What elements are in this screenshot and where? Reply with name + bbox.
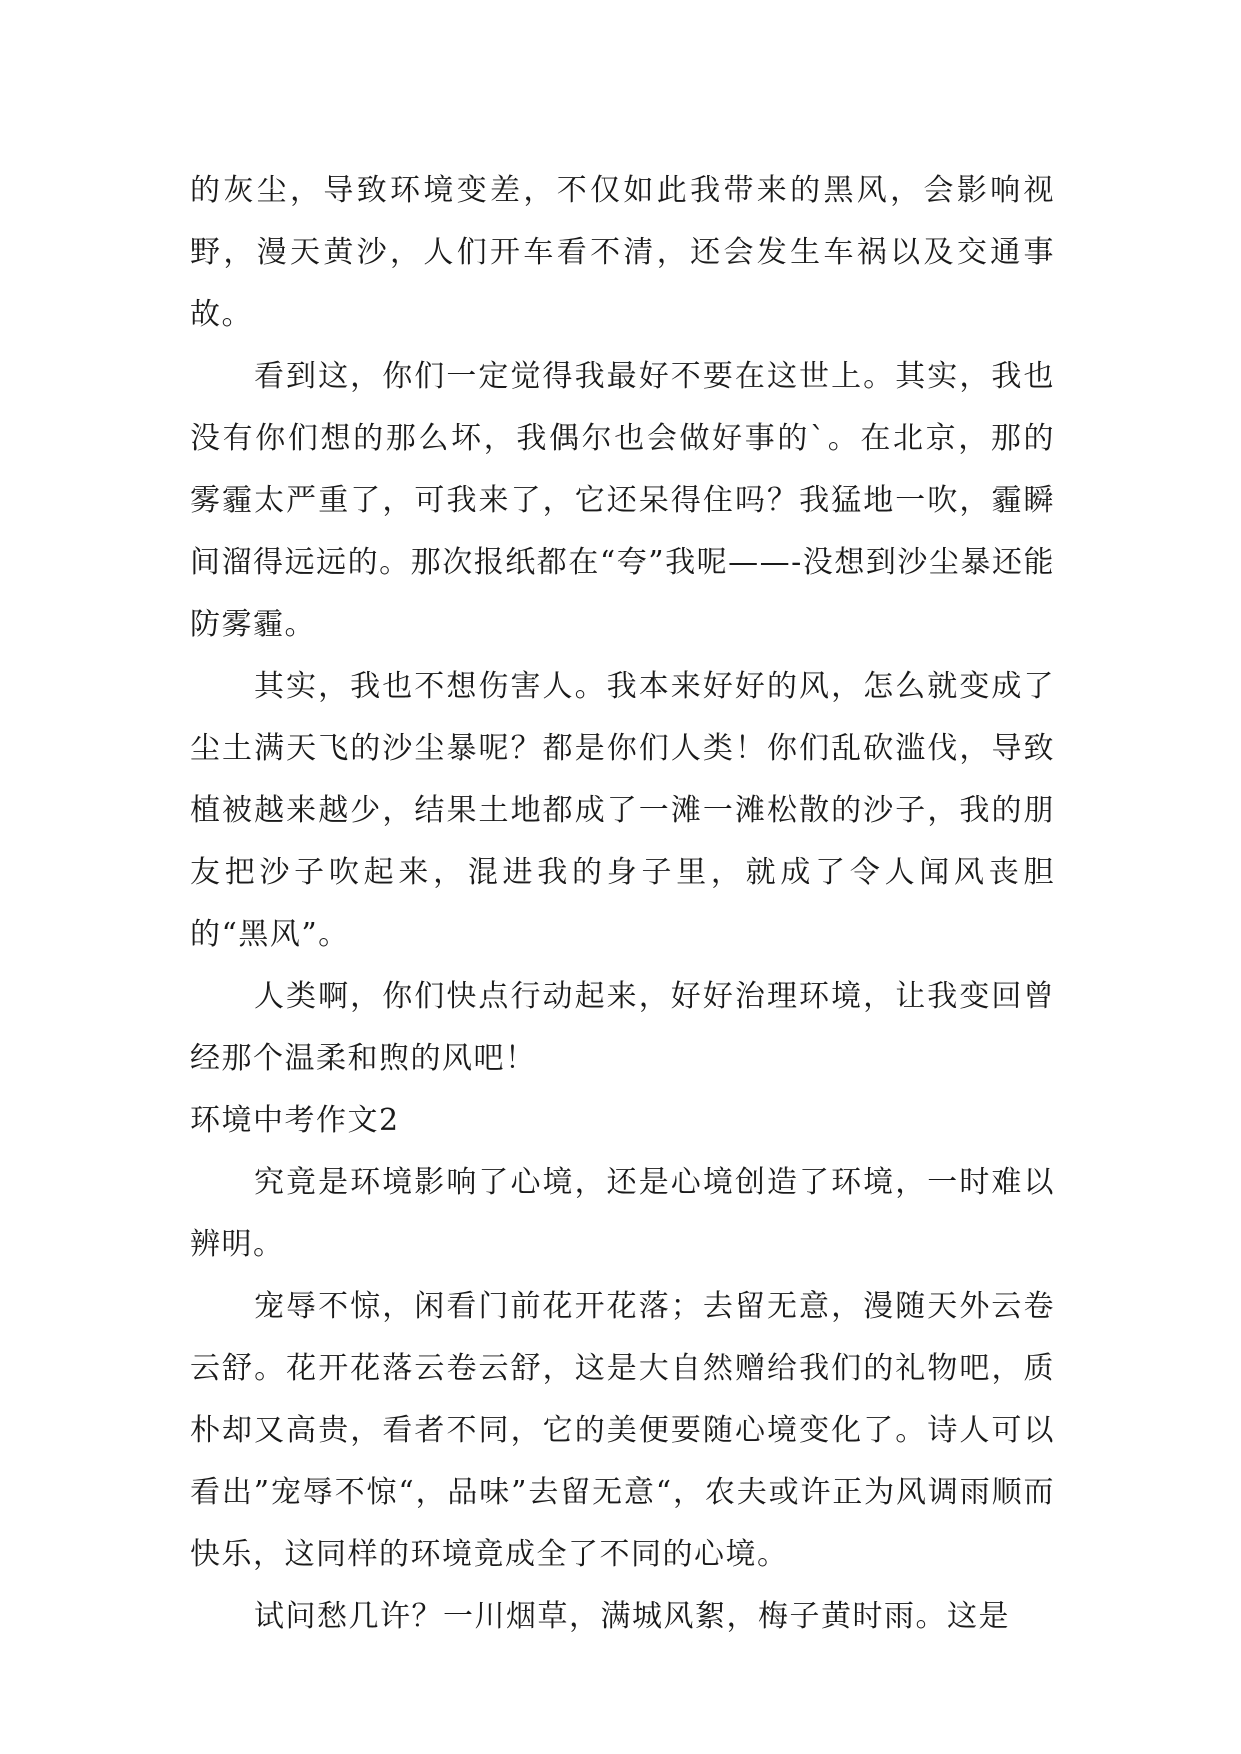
paragraph-flowers-clouds: 宠辱不惊，闲看门前花开花落；去留无意，漫随天外云卷云舒。花开花落云卷云舒，这是大自然赠给我们的礼物吧，质朴却又高贵，看者不同，它的美便要随心境变化了。诗人可以看出”宠辱不惊“，品味”去留无意“，农夫或许正为风调雨顺而快乐，这同样的环境竟成全了不同的心境。	[190, 1289, 1055, 1572]
section-heading: 环境中考作文2	[190, 1103, 400, 1138]
paragraph-beijing-smog: 看到这，你们一定觉得我最好不要在这世上。其实，我也没有你们想的那么坏，我偶尔也会做好事的`。在北京，那的雾霾太严重了，可我来了，它还呆得住吗？我猛地一吹，霾瞬间溜得远远的。那次报纸都在“夸”我呢——-没想到沙尘暴还能防雾霾。	[190, 359, 1055, 642]
paragraph-call-to-action: 人类啊，你们快点行动起来，好好治理环境，让我变回曾经那个温柔和煦的风吧！	[190, 979, 1055, 1076]
document-body	[190, 160, 1055, 1648]
paragraph-deforestation: 其实，我也不想伤害人。我本来好好的风，怎么就变成了尘土满天飞的沙尘暴呢？都是你们人类！你们乱砍滥伐，导致植被越来越少，结果土地都成了一滩一滩松散的沙子，我的朋友把沙子吹起来，混进我的身子里，就成了令人闻风丧胆的“黑风”。	[190, 669, 1055, 952]
paragraph-sorrow: 试问愁几许？一川烟草，满城风絮，梅子黄时雨。这是	[254, 1599, 1010, 1634]
paragraph-continuation: 的灰尘，导致环境变差，不仅如此我带来的黑风，会影响视野，漫天黄沙，人们开车看不清，还会发生车祸以及交通事故。	[190, 173, 1055, 332]
paragraph-environment-mood: 究竟是环境影响了心境，还是心境创造了环境，一时难以辨明。	[190, 1165, 1055, 1262]
